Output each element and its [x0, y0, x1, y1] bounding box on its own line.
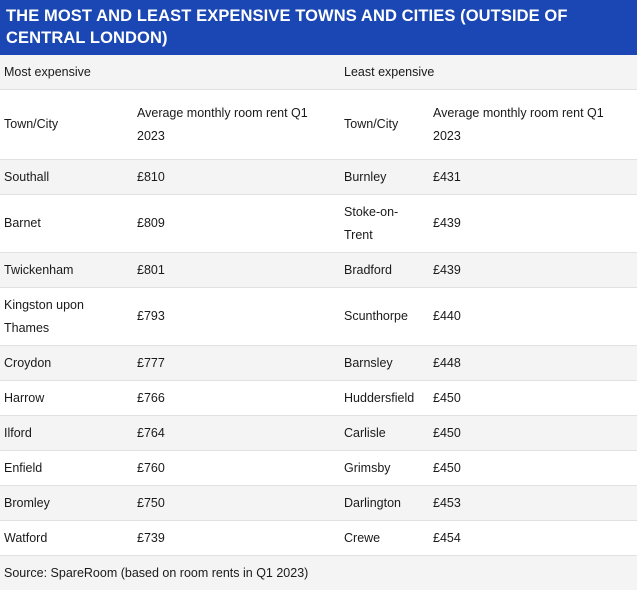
table-row	[0, 195, 637, 253]
most-rent-cell: £739	[133, 521, 340, 556]
most-rent-cell: £777	[133, 346, 340, 381]
header-most-town: Town/City	[0, 90, 133, 160]
least-rent-cell: £440	[429, 288, 637, 346]
most-rent-cell: £764	[133, 416, 340, 451]
least-rent-cell: £450	[429, 416, 637, 451]
least-rent-cell: £439	[429, 253, 637, 288]
least-town-cell: Grimsby	[340, 451, 429, 486]
most-rent-cell: £750	[133, 486, 340, 521]
rent-table	[0, 55, 637, 590]
least-town-cell: Bradford	[340, 253, 429, 288]
most-town-cell: Barnet	[0, 195, 133, 253]
least-town-cell: Carlisle	[340, 416, 429, 451]
table-row	[0, 416, 637, 451]
header-least-town: Town/City	[340, 90, 429, 160]
most-rent-cell: £793	[133, 288, 340, 346]
table-row	[0, 451, 637, 486]
source-note: Source: SpareRoom (based on room rents in Q1 2023)	[0, 556, 637, 590]
source-row	[0, 556, 637, 590]
table-row	[0, 288, 637, 346]
most-rent-cell: £809	[133, 195, 340, 253]
header-least-rent: Average monthly room rent Q1 2023	[429, 90, 637, 160]
table-row	[0, 381, 637, 416]
table-row	[0, 346, 637, 381]
most-rent-cell: £760	[133, 451, 340, 486]
least-rent-cell: £454	[429, 521, 637, 556]
most-rent-cell: £801	[133, 253, 340, 288]
table-row	[0, 521, 637, 556]
least-rent-cell: £431	[429, 160, 637, 195]
least-town-cell: Barnsley	[340, 346, 429, 381]
least-rent-cell: £448	[429, 346, 637, 381]
most-town-cell: Enfield	[0, 451, 133, 486]
least-town-cell: Darlington	[340, 486, 429, 521]
least-rent-cell: £450	[429, 451, 637, 486]
section-most-expensive: Most expensive	[0, 55, 340, 90]
section-header-row	[0, 55, 637, 90]
least-town-cell: Stoke-on-Trent	[340, 195, 429, 253]
least-rent-cell: £439	[429, 195, 637, 253]
most-rent-cell: £766	[133, 381, 340, 416]
least-town-cell: Huddersfield	[340, 381, 429, 416]
most-town-cell: Ilford	[0, 416, 133, 451]
column-header-row	[0, 90, 637, 160]
section-least-expensive: Least expensive	[340, 55, 637, 90]
table-title: THE MOST AND LEAST EXPENSIVE TOWNS AND CITIES (OUTSIDE OF CENTRAL LONDON)	[0, 0, 637, 55]
least-town-cell: Scunthorpe	[340, 288, 429, 346]
table-row	[0, 486, 637, 521]
least-town-cell: Crewe	[340, 521, 429, 556]
most-town-cell: Croydon	[0, 346, 133, 381]
table-row	[0, 253, 637, 288]
table-row	[0, 160, 637, 195]
header-most-rent: Average monthly room rent Q1 2023	[133, 90, 340, 160]
least-rent-cell: £453	[429, 486, 637, 521]
most-town-cell: Southall	[0, 160, 133, 195]
most-town-cell: Bromley	[0, 486, 133, 521]
most-town-cell: Twickenham	[0, 253, 133, 288]
most-town-cell: Watford	[0, 521, 133, 556]
least-rent-cell: £450	[429, 381, 637, 416]
most-rent-cell: £810	[133, 160, 340, 195]
most-town-cell: Harrow	[0, 381, 133, 416]
most-town-cell: Kingston upon Thames	[0, 288, 133, 346]
least-town-cell: Burnley	[340, 160, 429, 195]
